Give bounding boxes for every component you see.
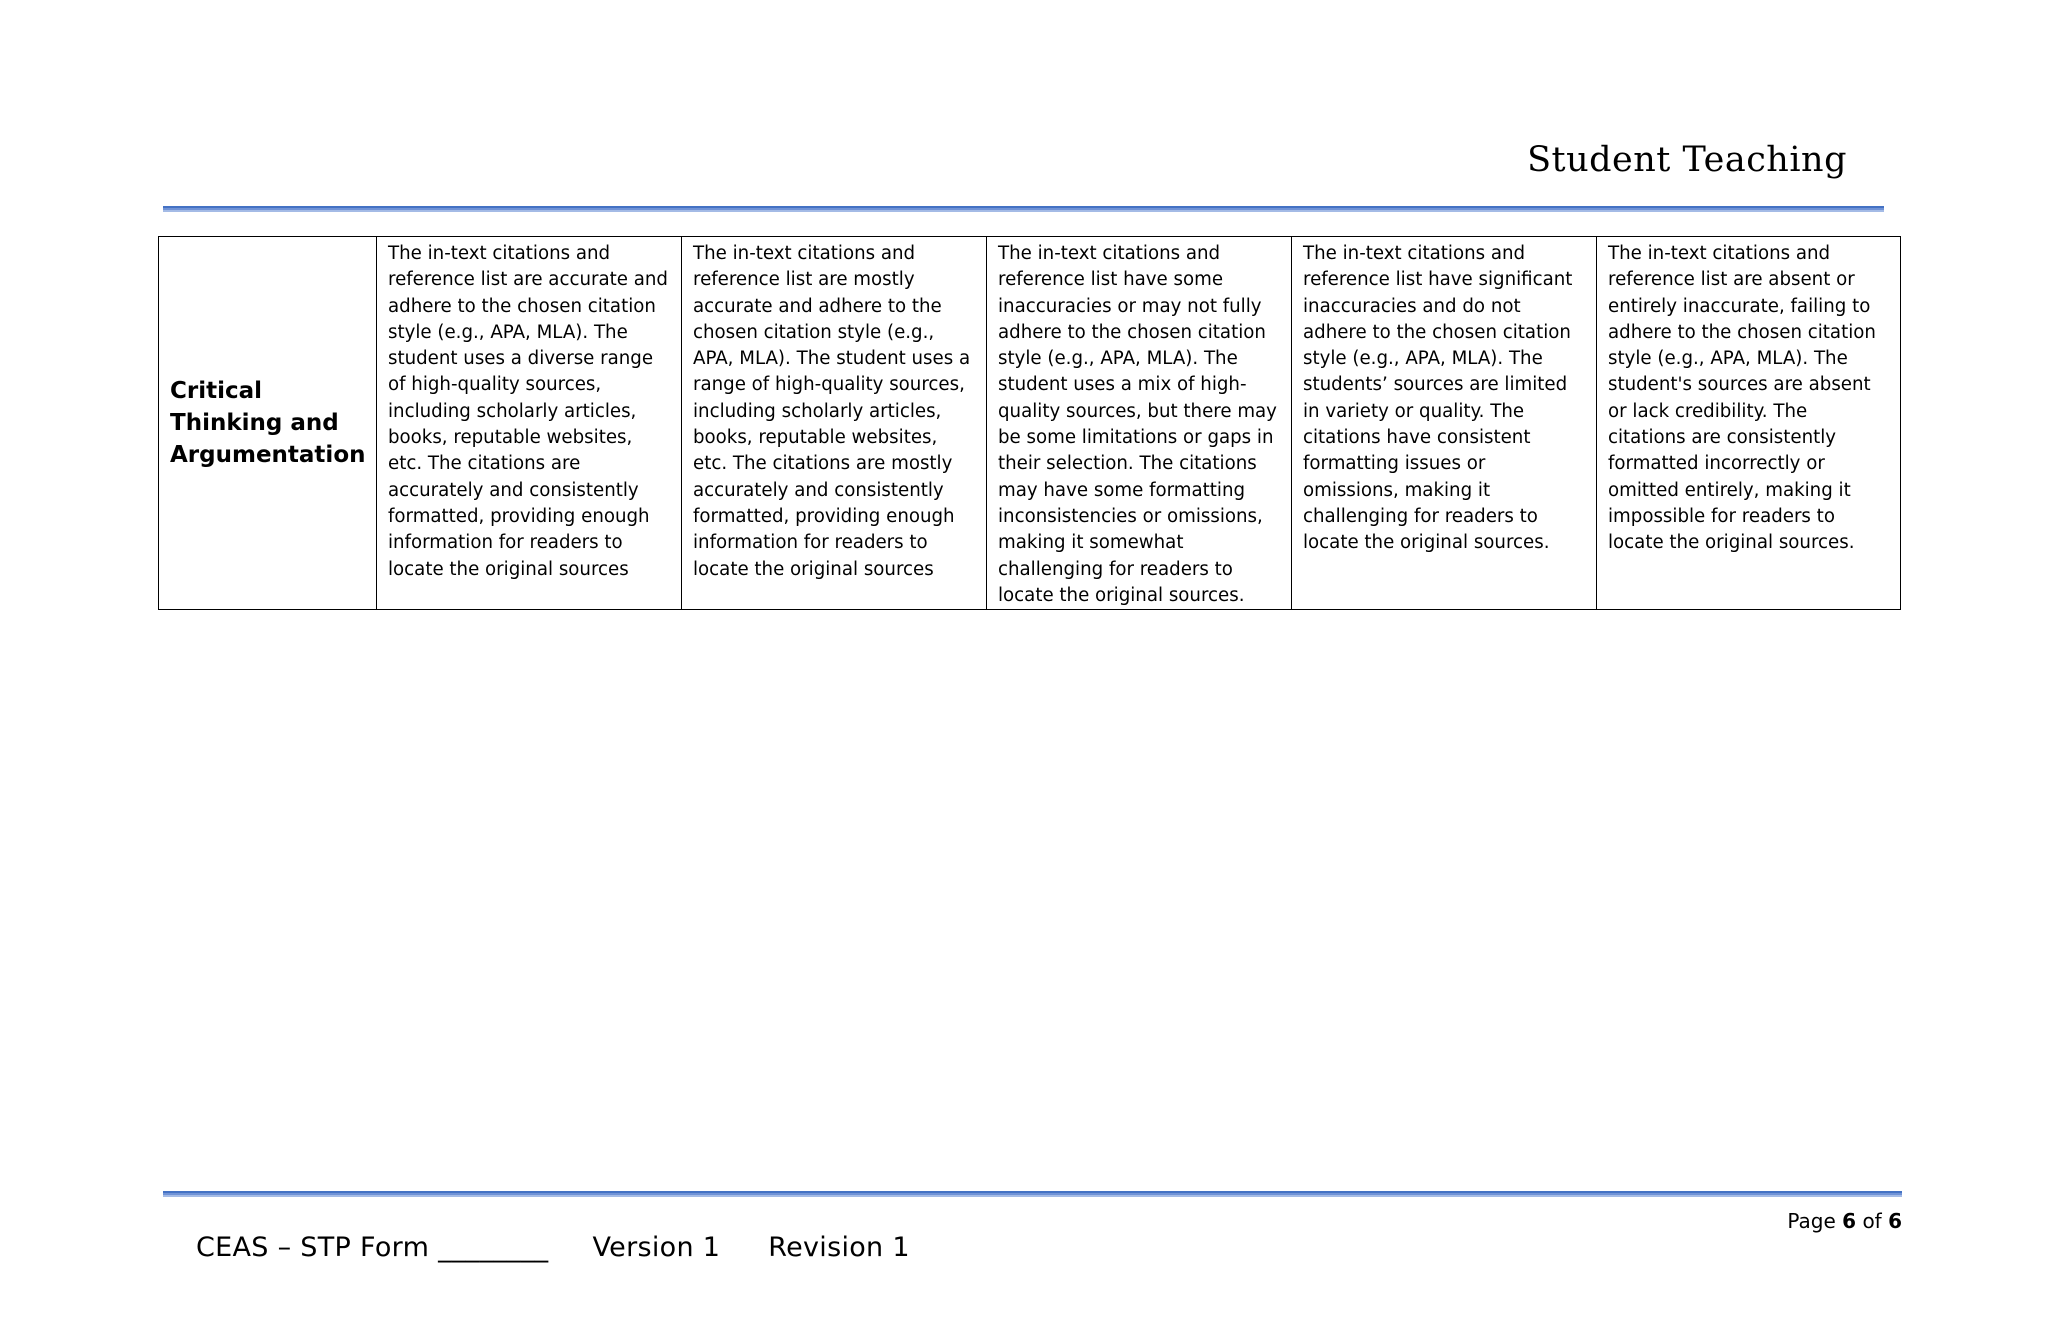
- version-label: Version 1: [592, 1232, 721, 1263]
- level-cell-1: The in-text citations and reference list are accurate and adhere to the chosen citation style (e.g., APA, MLA). The student uses a diverse range of high-quality sources, including scholarly articles, books, reputable websites, etc. The citations are accurately and consistently formatted, providing enough information for readers to locate the original sources: [377, 237, 682, 610]
- page-total: 6: [1888, 1209, 1902, 1233]
- level-cell-3: The in-text citations and reference list have some inaccuracies or may not fully adhere to the chosen citation style (e.g., APA, MLA). The student uses a mix of high-quality sources, but there may be some limitations or gaps in their selection. The citations may have some formatting inconsistencies or omissions, making it somewhat challenging for readers to locate the original sources.: [987, 237, 1292, 610]
- page-prefix: Page: [1787, 1209, 1836, 1233]
- form-label: CEAS – STP Form ________: [196, 1232, 549, 1263]
- criterion-cell: Critical Thinking and Argumentation: [159, 237, 377, 610]
- level-cell-5: The in-text citations and reference list are absent or entirely inaccurate, failing to adhere to the chosen citation style (e.g., APA, MLA). The student's sources are absent or lack credibility. The citations are consistently formatted incorrectly or omitted entirely, making it impossible for readers to locate the original sources.: [1597, 237, 1901, 610]
- header-title: Student Teaching: [1527, 140, 1847, 180]
- level-cell-4: The in-text citations and reference list have significant inaccuracies and do not adhere to the chosen citation style (e.g., APA, MLA). The students’ sources are limited in variety or quality. The citations have consistent formatting issues or omissions, making it challenging for readers to locate the original sources.: [1292, 237, 1597, 610]
- page-current: 6: [1842, 1209, 1857, 1233]
- header-rule: [163, 206, 1884, 212]
- page-of: of: [1862, 1209, 1882, 1233]
- footer-form-info: [196, 1232, 910, 1263]
- level-cell-2: The in-text citations and reference list are mostly accurate and adhere to the chosen citation style (e.g., APA, MLA). The student uses a range of high-quality sources, including scholarly articles, books, reputable websites, etc. The citations are mostly accurately and consistently formatted, providing enough information for readers to locate the original sources: [682, 237, 987, 610]
- footer-rule: [163, 1191, 1902, 1197]
- table-row: [159, 237, 1901, 610]
- rubric-table: [158, 236, 1901, 610]
- revision-label: Revision 1: [768, 1232, 910, 1263]
- page-number: [1787, 1209, 1902, 1233]
